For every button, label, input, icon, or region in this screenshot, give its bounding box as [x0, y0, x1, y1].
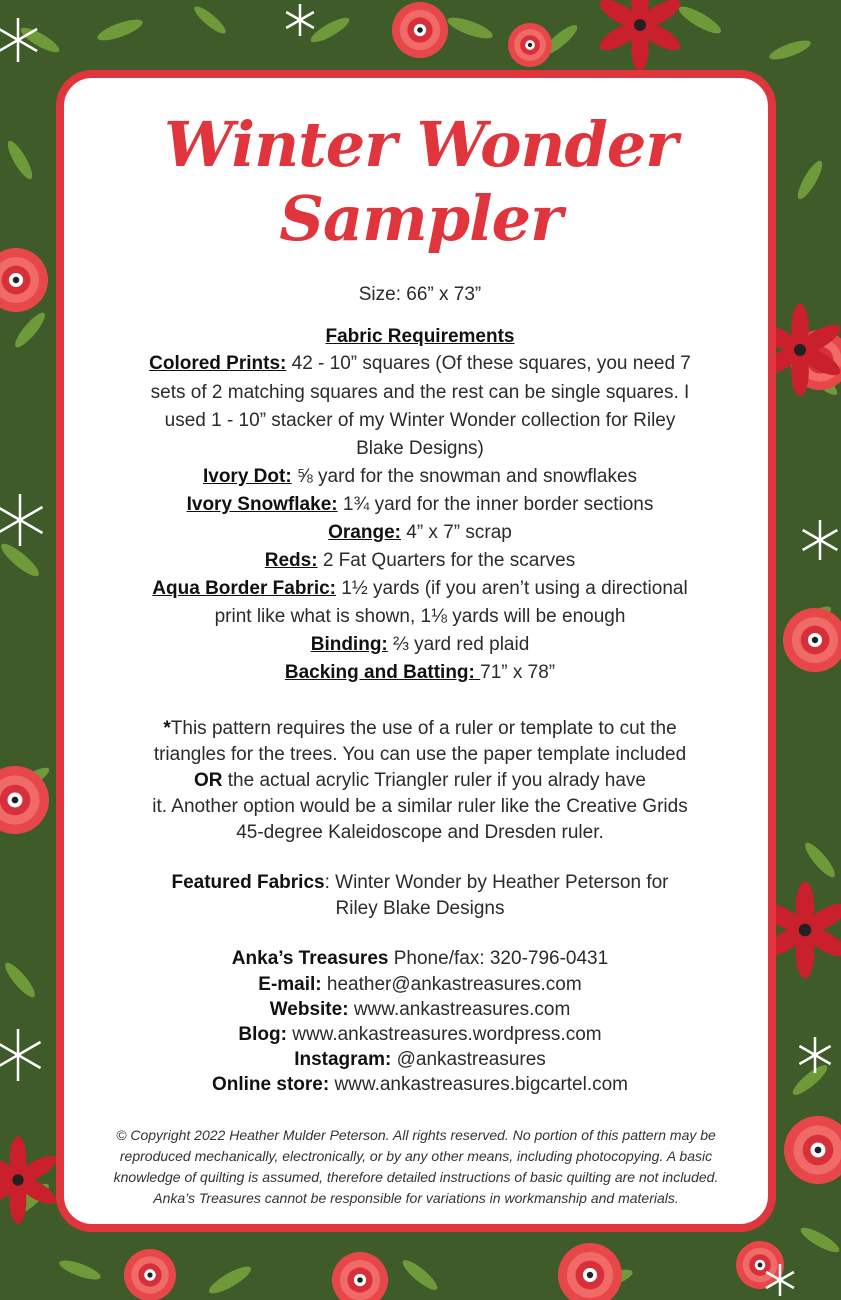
reds: Reds: 2 Fat Quarters for the scarves [264, 550, 576, 571]
contact-store: Online store: www.ankastreasures.bigcartel.com [211, 1074, 629, 1095]
contact-instagram: Instagram: @ankastreasures [294, 1049, 546, 1070]
flower [558, 1243, 622, 1300]
fabric-heading: Fabric Requirements [325, 326, 515, 347]
size-text: Size: 66” x 73” [358, 284, 482, 305]
note-line-2: triangles for the trees. You can use the paper template included [153, 744, 687, 765]
contact-email: E-mail: heather@ankastreasures.com [258, 974, 582, 995]
copyright-line-4: Anka’s Treasures cannot be responsible for variations in workmanship and materials. [153, 1190, 679, 1206]
ivory-dot: Ivory Dot: ⅝ yard for the snowman and snowflakes [202, 466, 638, 487]
orange: Orange: 4” x 7” scrap [328, 522, 512, 543]
snowflake [803, 520, 838, 560]
flower [783, 608, 841, 672]
copyright-line-3: knowledge of quilting is assumed, therefore detailed instructions of basic quilting are not included. [113, 1169, 719, 1185]
leaf [445, 13, 495, 42]
leaf [18, 24, 62, 57]
note-line-4: it. Another option would be a similar ruler like the Creative Grids [152, 796, 688, 817]
note-line-5: 45-degree Kaleidoscope and Dresden ruler. [236, 822, 604, 843]
note-line-1: *This pattern requires the use of a ruler or template to cut the [163, 718, 677, 739]
leaf [767, 37, 813, 64]
leaf [0, 539, 43, 580]
flower [124, 1249, 176, 1300]
colored-prints-4: Blake Designs) [356, 438, 484, 459]
leaf [191, 3, 229, 37]
colored-prints: Colored Prints: 42 - 10” squares (Of these squares, you need 7 [149, 353, 691, 374]
flower [784, 1116, 841, 1184]
flower [392, 2, 448, 58]
featured-fabrics: Featured Fabrics: Winter Wonder by Heather Peterson for [171, 872, 669, 893]
copyright-line-1: © Copyright 2022 Heather Mulder Peterson. All rights reserved. No portion of this pattern may be [116, 1127, 716, 1143]
leaf [11, 309, 49, 351]
colored-prints-3: used 1 - 10” stacker of my Winter Wonder collection for Riley [164, 410, 676, 431]
aqua-border: Aqua Border Fabric: 1½ yards (if you aren’t using a directional [152, 578, 688, 599]
snowflake [0, 1029, 41, 1081]
featured-fabrics-2: Riley Blake Designs [335, 898, 505, 919]
leaf [399, 1256, 441, 1294]
snowflake [286, 4, 314, 36]
contact-website: Website: www.ankastreasures.com [269, 999, 571, 1020]
contact-phone: Anka’s Treasures Phone/fax: 320-796-0431 [231, 948, 609, 969]
binding: Binding: ⅔ yard red plaid [310, 634, 530, 655]
snowflake [0, 494, 43, 546]
leaf [308, 14, 352, 47]
leaf [789, 1061, 831, 1099]
leaf [801, 839, 839, 881]
leaf [676, 2, 724, 38]
pattern-title-line2: Sampler [279, 182, 562, 255]
leaf [206, 1262, 254, 1298]
flower [0, 248, 48, 312]
flower [332, 1252, 388, 1300]
poinsettia [0, 1136, 60, 1223]
leaf [95, 15, 145, 44]
contact-blog: Blog: www.ankastreasures.wordpress.com [238, 1024, 602, 1045]
backing-batting: Backing and Batting: 71” x 78” [284, 662, 556, 683]
leaf [798, 1224, 841, 1257]
copyright-line-2: reproduced mechanically, electronically, or by any other means, including photocopying. A basic [119, 1148, 713, 1164]
leaf [1, 959, 39, 1001]
poinsettia [596, 0, 684, 71]
flower [508, 23, 552, 67]
ivory-snowflake: Ivory Snowflake: 1¾ yard for the inner border sections [186, 494, 654, 515]
colored-prints-2: sets of 2 matching squares and the rest can be single squares. I [150, 382, 690, 403]
note-line-3: OR the actual acrylic Triangler ruler if you alrady have [194, 770, 646, 791]
leaf [57, 1257, 103, 1284]
pattern-title: Winter Wonder [164, 108, 677, 181]
aqua-border-2: print like what is shown, 1⅛ yards will be enough [214, 606, 626, 627]
